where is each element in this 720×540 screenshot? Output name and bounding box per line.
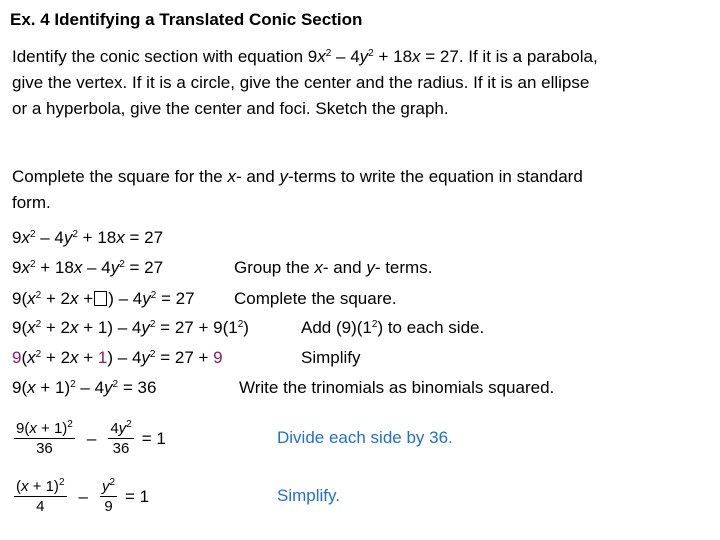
fraction-y-term: $\frac{4y^2}{36}$: [110, 419, 132, 457]
equation-step-6: $9(x + 1)^2 - 4y^2 = 36$: [12, 378, 157, 397]
step-8-note: Simplify.: [277, 486, 340, 505]
step-4-note: Add $(9)(1^2)$ to each side.: [301, 318, 485, 337]
equation-step-3: $9(x^2 + 2x$ + ) – $4y^2 = 27$: [12, 289, 195, 308]
instruction-line: Complete the square for the x- and y-terms to write the equation in standard form.: [12, 167, 583, 212]
step-7-note: Divide each side by 36.: [277, 428, 453, 447]
page-title: Ex. 4 Identifying a Translated Conic Section: [10, 10, 363, 29]
equation-step-4: $9(x^2 + 2x + 1) - 4y^2 = 27 + 9(1^2)$: [12, 318, 249, 337]
equation-step-2: $9x^2 + 18x - 4y^2 = 27$: [12, 258, 164, 277]
step-3-note: Complete the square.: [234, 289, 397, 308]
equation-step-1: $9x^2 - 4y^2 + 18x = 27$: [12, 228, 164, 247]
problem-statement: [12, 44, 602, 122]
fraction-y-term: $\frac{y^2}{9}$: [101, 477, 116, 515]
equation-step-5: $9(x^2 + 2x + 1) - 4y^2 = 27 + 9$: [12, 348, 223, 367]
step-2-note: Group the x- and y- terms.: [234, 258, 433, 277]
problem-text: Identify the conic section with equation $9x^2 - 4y^2 + 18x = 27$. If it is a parabola, give the vertex. If it is a circle, give the center and the radius. If it is an ellipse or a hyperbola, give the center and foci. Sketch the graph.: [12, 47, 598, 118]
equation-step-7: $\frac{9(x + 1)^2}{36}$ – $\frac{4y^2}{36}$ = 1: [16, 419, 166, 457]
blank-box: [94, 291, 107, 306]
fraction-x-term: $\frac{9(x + 1)^2}{36}$: [16, 419, 73, 457]
instruction-text: [12, 164, 602, 216]
fraction-x-term: $\frac{(x + 1)^2}{4}$: [16, 477, 65, 515]
equation-step-8: $\frac{(x + 1)^2}{4}$ – $\frac{y^2}{9}$ = 1: [16, 477, 150, 515]
step-5-note: Simplify: [301, 348, 361, 367]
step-6-note: Write the trinomials as binomials squared.: [239, 378, 555, 397]
